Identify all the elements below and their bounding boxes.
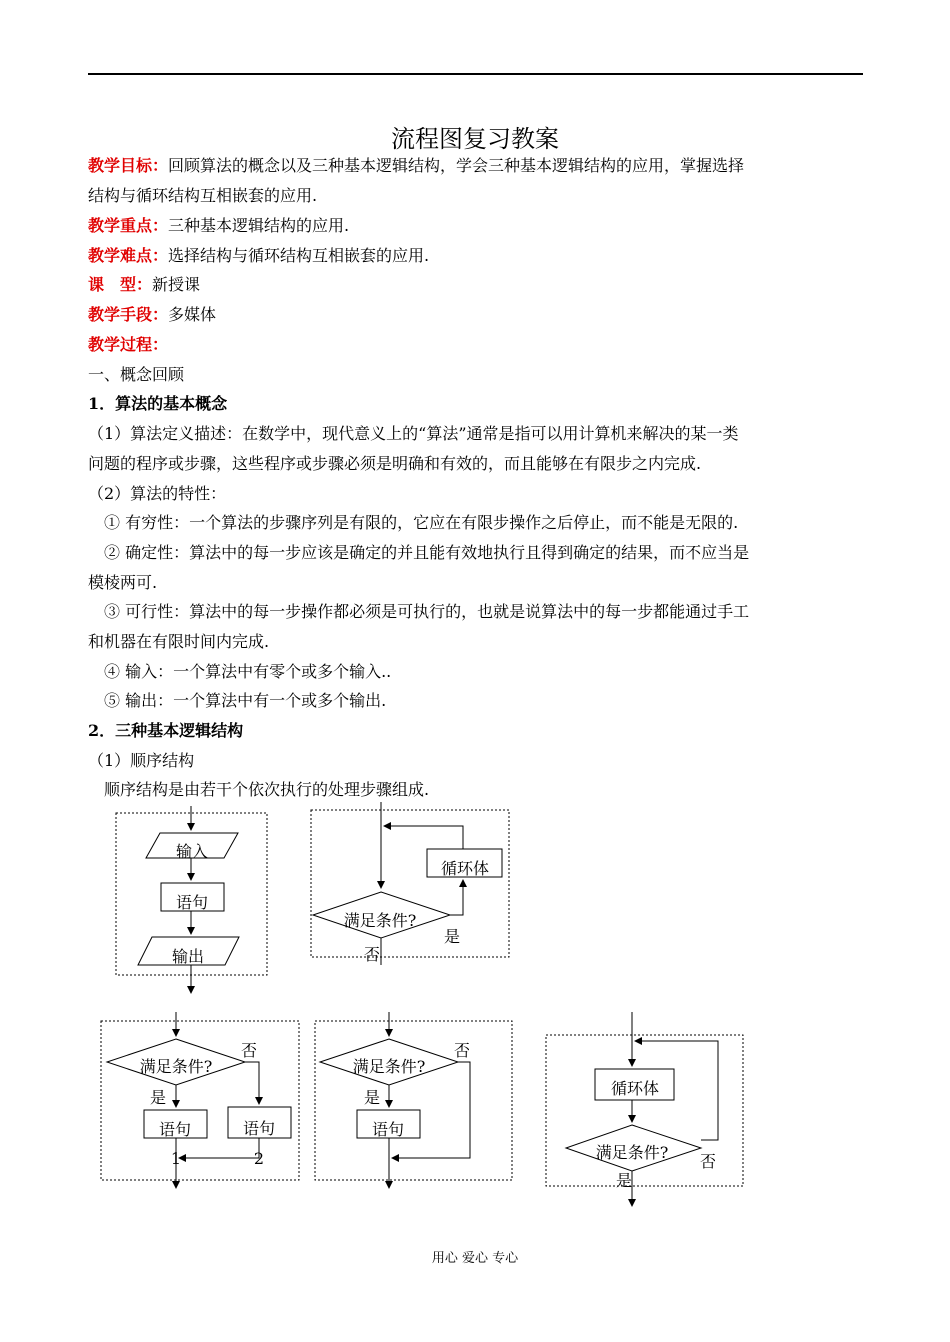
paragraph-line: 模棱两可.	[88, 573, 158, 592]
yes-label: 是	[615, 1171, 633, 1190]
no-label: 否	[453, 1041, 471, 1060]
meta-label: 课 型：	[88, 275, 153, 294]
yes-label: 是	[443, 927, 461, 946]
until-loop-flowchart	[546, 1012, 743, 1206]
paragraph-line: （1）算法定义描述：在数学中，现代意义上的“算法”通常是指可以用计算机来解决的某一类	[88, 424, 739, 443]
while-loop-flowchart	[311, 802, 509, 965]
paragraph-line: （1）顺序结构	[88, 751, 195, 770]
meta-label: 教学难点：	[88, 246, 169, 265]
condition-label: 满足条件?	[343, 911, 417, 930]
paragraph-line: ② 确定性：算法中的每一步应该是确定的并且能有效地执行且得到确定的结果，而不应当是	[88, 543, 750, 562]
paragraph-line: 和机器在有限时间内完成.	[88, 632, 270, 651]
meta-text: 回顾算法的概念以及三种基本逻辑结构，学会三种基本逻辑结构的应用，掌握选择	[168, 156, 745, 175]
page-footer: 用心 爱心 专心	[431, 1251, 519, 1266]
section-heading: 一、概念回顾	[88, 365, 185, 384]
statement-label: 语句	[175, 893, 209, 912]
paragraph-line: （2）算法的特性：	[88, 484, 227, 503]
meta-text: 选择结构与循环结构互相嵌套的应用.	[168, 246, 430, 265]
statement-label: 语句	[242, 1119, 276, 1138]
paragraph-line: 顺序结构是由若干个依次执行的处理步骤组成.	[88, 780, 430, 799]
yes-label: 是	[363, 1088, 381, 1107]
meta-text: 新授课	[152, 275, 201, 294]
meta-label: 教学过程：	[88, 335, 169, 354]
sequence-flowchart	[116, 806, 267, 993]
condition-label: 满足条件?	[595, 1143, 669, 1162]
no-label: 否	[240, 1041, 258, 1060]
paragraph-line: ⑤ 输出：一个算法中有一个或多个输出.	[88, 691, 387, 710]
paragraph-line: ③ 可行性：算法中的每一步操作都必须是可执行的，也就是说算法中的每一步都能通过手工	[88, 602, 750, 621]
subsection-heading: 2．三种基本逻辑结构	[88, 721, 244, 740]
meta-label: 教学目标：	[88, 156, 169, 175]
statement-label: 语句	[371, 1120, 405, 1139]
no-label: 否	[363, 945, 381, 964]
yes-label: 是	[149, 1088, 167, 1107]
paragraph-line: ① 有穷性：一个算法的步骤序列是有限的，它应在有限步操作之后停止，而不能是无限的.	[88, 513, 739, 532]
statement-label: 语句	[158, 1120, 192, 1139]
meta-text: 多媒体	[168, 305, 217, 324]
if-else-flowchart	[101, 1012, 299, 1188]
meta-text: 结构与循环结构互相嵌套的应用.	[88, 186, 318, 205]
meta-label: 教学重点：	[88, 216, 169, 235]
paragraph-line: 问题的程序或步骤，这些程序或步骤必须是明确和有效的，而且能够在有限步之内完成.	[88, 454, 702, 473]
meta-text: 三种基本逻辑结构的应用.	[168, 216, 350, 235]
meta-label: 教学手段：	[88, 305, 169, 324]
input-label: 输入	[175, 842, 209, 861]
branch-2-label: 2	[253, 1149, 265, 1168]
output-label: 输出	[171, 947, 205, 966]
page-title: 流程图复习教案	[391, 125, 559, 153]
condition-label: 满足条件?	[139, 1057, 213, 1076]
loop-body-label: 循环体	[610, 1079, 660, 1098]
paragraph-line: ④ 输入：一个算法中有零个或多个输入..	[88, 662, 392, 681]
branch-1-label: 1	[170, 1149, 182, 1168]
condition-label: 满足条件?	[352, 1057, 426, 1076]
no-label: 否	[699, 1152, 717, 1171]
loop-body-label: 循环体	[440, 859, 490, 878]
if-flowchart	[315, 1012, 512, 1188]
subsection-heading: 1．算法的基本概念	[88, 394, 228, 413]
